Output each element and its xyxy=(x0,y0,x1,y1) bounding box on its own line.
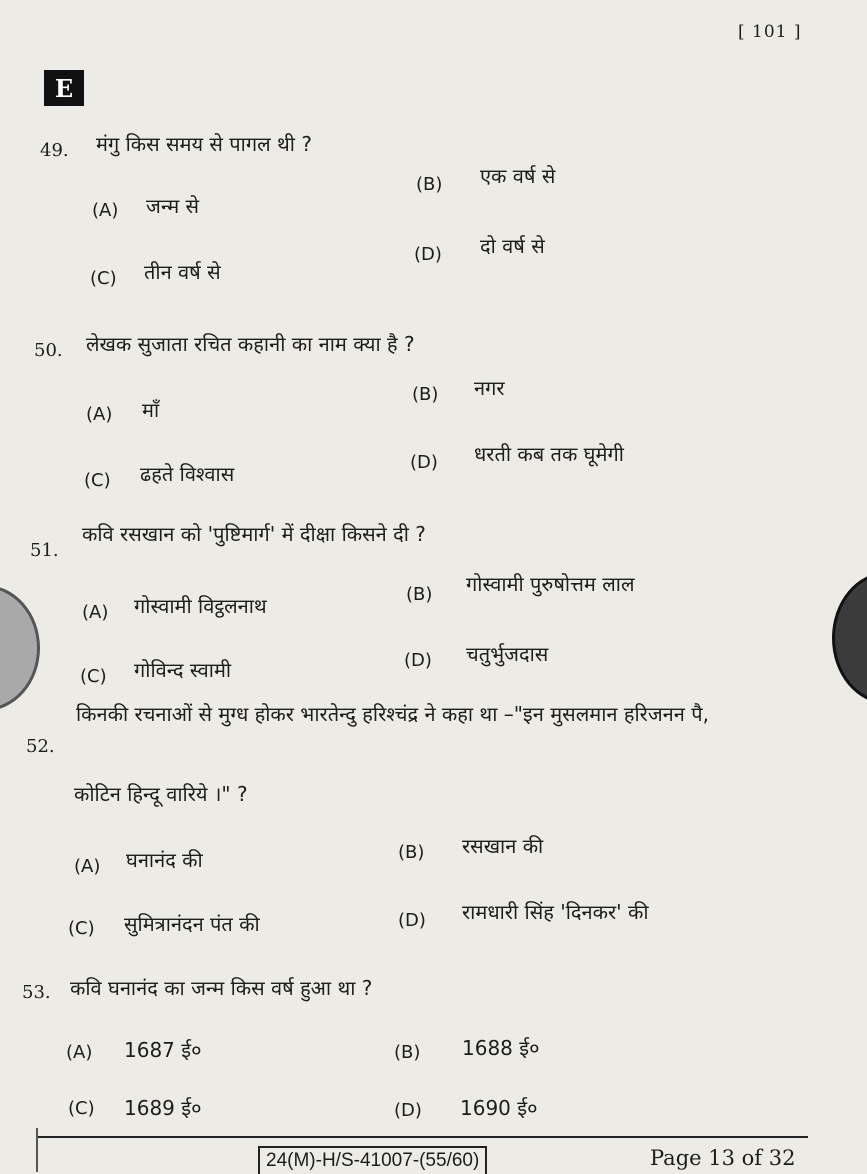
option-a-label: (A) xyxy=(74,856,101,877)
page-number-bracket: [ 101 ] xyxy=(738,22,802,42)
option-c-text: 1689 ई० xyxy=(124,1096,202,1120)
hole-punch-right xyxy=(832,572,867,704)
option-a-text: 1687 ई० xyxy=(124,1038,202,1062)
option-c-text: ढहते विश्वास xyxy=(140,462,235,486)
option-c-text: सुमित्रानंदन पंत की xyxy=(124,912,260,936)
question-text: किनकी रचनाओं से मुग्ध होकर भारतेन्दु हरिश्चंद्र ने कहा था –"इन मुसलमान हरिजनन पै, xyxy=(76,702,709,726)
question-number: 52. xyxy=(26,736,55,757)
option-b-label: (B) xyxy=(416,174,443,195)
option-d-label: (D) xyxy=(410,452,438,473)
option-d-text: 1690 ई० xyxy=(460,1096,538,1120)
question-text: कवि घनानंद का जन्म किस वर्ष हुआ था ? xyxy=(70,976,373,1000)
set-badge: E xyxy=(44,70,84,106)
option-b-text: नगर xyxy=(474,376,505,400)
option-b-text: 1688 ई० xyxy=(462,1036,540,1060)
footer-divider xyxy=(38,1136,808,1138)
option-c-label: (C) xyxy=(68,918,95,939)
option-d-label: (D) xyxy=(394,1100,422,1121)
question-number: 50. xyxy=(34,340,63,361)
option-c-label: (C) xyxy=(68,1098,95,1119)
question-text-continued: कोटिन हिन्दू वारिये ।" ? xyxy=(74,782,248,806)
option-b-label: (B) xyxy=(406,584,433,605)
option-c-label: (C) xyxy=(90,268,117,289)
option-c-text: तीन वर्ष से xyxy=(144,260,221,284)
option-b-label: (B) xyxy=(398,842,425,863)
option-a-text: जन्म से xyxy=(146,194,200,218)
option-b-text: गोस्वामी पुरुषोत्तम लाल xyxy=(466,572,635,596)
option-d-text: चतुर्भुजदास xyxy=(466,642,549,666)
option-c-label: (C) xyxy=(84,470,111,491)
option-b-label: (B) xyxy=(394,1042,421,1063)
option-a-label: (A) xyxy=(86,404,113,425)
option-d-label: (D) xyxy=(414,244,442,265)
option-a-label: (A) xyxy=(66,1042,93,1063)
option-a-text: माँ xyxy=(142,398,160,422)
option-b-label: (B) xyxy=(412,384,439,405)
question-number: 49. xyxy=(40,140,69,161)
option-a-label: (A) xyxy=(82,602,109,623)
question-number: 51. xyxy=(30,540,59,561)
option-d-text: दो वर्ष से xyxy=(480,234,545,258)
question-text: मंगु किस समय से पागल थी ? xyxy=(96,132,312,156)
option-a-text: गोस्वामी विट्ठलनाथ xyxy=(134,594,267,618)
option-d-text: धरती कब तक घूमेगी xyxy=(474,442,624,466)
option-c-text: गोविन्द स्वामी xyxy=(134,658,232,682)
question-number: 53. xyxy=(22,982,51,1003)
option-c-label: (C) xyxy=(80,666,107,687)
option-a-label: (A) xyxy=(92,200,119,221)
option-d-label: (D) xyxy=(398,910,426,931)
question-text: कवि रसखान को 'पुष्टिमार्ग' में दीक्षा किसने दी ? xyxy=(82,522,426,546)
option-d-text: रामधारी सिंह 'दिनकर' की xyxy=(462,900,649,924)
footer-page-number: Page 13 of 32 xyxy=(650,1146,796,1170)
footer-paper-code: 24(M)-H/S-41007-(55/60) xyxy=(258,1146,487,1174)
option-a-text: घनानंद की xyxy=(126,848,203,872)
margin-mark xyxy=(36,1128,38,1172)
option-b-text: रसखान की xyxy=(462,834,544,858)
option-d-label: (D) xyxy=(404,650,432,671)
hole-punch-left xyxy=(0,585,40,711)
option-b-text: एक वर्ष से xyxy=(480,164,556,188)
question-text: लेखक सुजाता रचित कहानी का नाम क्या है ? xyxy=(86,332,415,356)
